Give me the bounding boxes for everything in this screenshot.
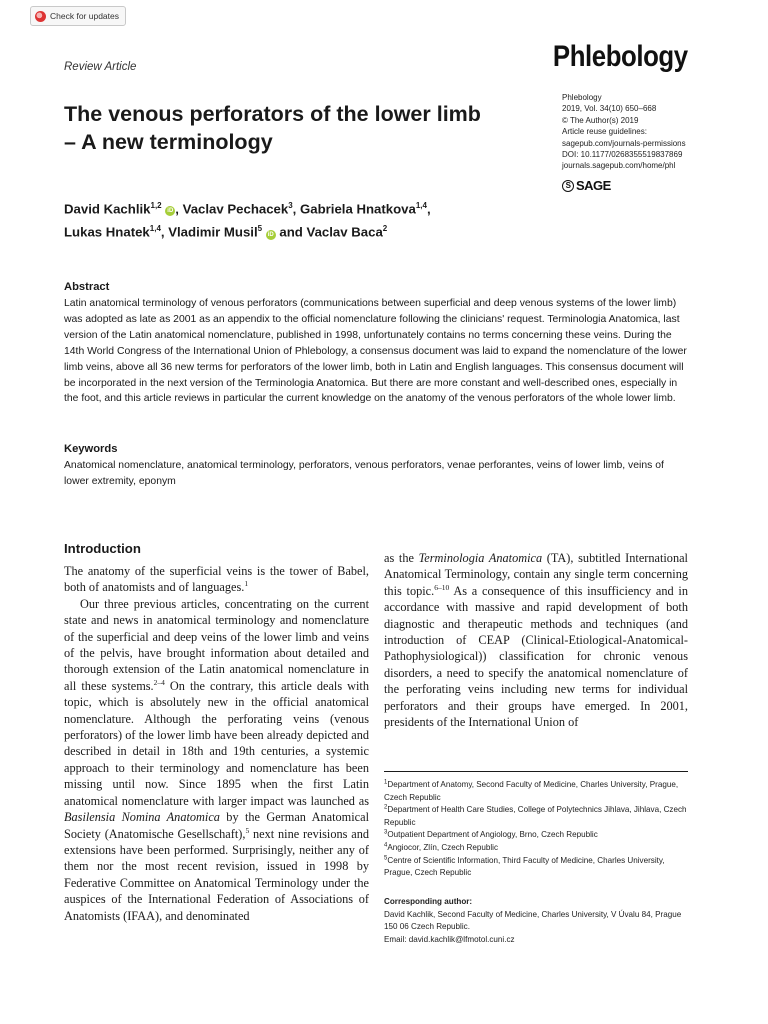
citation-ref[interactable]: 2–4 [153, 677, 165, 687]
footnote-text: Angiocor, Zlín, Czech Republic [387, 842, 499, 852]
italic-term: Basilensia Nomina Anatomica [64, 810, 220, 825]
footnote-divider [384, 771, 688, 772]
author-separator: , [426, 201, 431, 217]
affiliation-footnote [384, 829, 688, 842]
author-separator: and [275, 224, 307, 240]
orcid-icon[interactable]: iD [167, 208, 174, 215]
sage-s-icon: S [562, 180, 574, 192]
meta-doi[interactable]: DOI: 10.1177/0268355519837869 [562, 150, 683, 160]
author-name[interactable]: David Kachlik [64, 201, 151, 217]
italic-term: Terminologia Anatomica [418, 551, 543, 565]
corresponding-address: David Kachlik, Second Faculty of Medicine, Charles University, V Úvalu 84, Prague 150 06 Czech Republic. [384, 909, 682, 932]
footnote-text: Outpatient Department of Angiology, Brno, Czech Republic [387, 830, 598, 840]
meta-reuse: Article reuse guidelines: [562, 127, 647, 137]
author-name[interactable]: Vaclav Pechacek [182, 201, 289, 217]
author-list [64, 196, 584, 243]
footnote-number: 2 [384, 804, 388, 811]
orcid-icon[interactable]: iD [267, 231, 274, 238]
author-name[interactable]: Gabriela Hnatkova [300, 201, 416, 217]
footnote-text: Centre of Scientific Information, Third Faculty of Medicine, Charles University, Prague, Czech Republic [384, 855, 665, 878]
article-type: Review Article [64, 61, 137, 73]
author-affiliation-mark: 1,2 [150, 201, 162, 210]
author-affiliation-mark: 3 [288, 201, 293, 210]
article-meta [562, 92, 712, 172]
keywords-text: Anatomical nomenclature, anatomical terminology, perforators, venous perforators, venae perforantes, veins of lower limb, veins of lower extremity, eponym [64, 460, 664, 487]
citation-ref[interactable]: 6–10 [434, 582, 450, 592]
journal-logo: Phlebology [553, 40, 688, 73]
author-name[interactable]: Vaclav Baca [306, 224, 383, 240]
corresponding-heading: Corresponding author: [384, 897, 473, 906]
introduction-heading: Introduction [64, 541, 141, 556]
crossmark-icon [35, 11, 46, 22]
author-separator: , [160, 224, 169, 240]
author-separator: , [292, 201, 300, 217]
affiliation-footnote [384, 804, 688, 829]
footnote-number: 3 [384, 829, 388, 836]
footnote-text: Department of Anatomy, Second Faculty of Medicine, Charles University, Prague, Czech Republic [384, 780, 679, 802]
corresponding-author [384, 896, 688, 946]
footnote-text: Department of Health Care Studies, College of Polytechnics Jihlava, Jihlava, Czech Republic [384, 805, 687, 827]
sage-logo [562, 178, 611, 193]
abstract-heading: Abstract [64, 281, 110, 293]
intro-paragraph-continued: as the Terminologia Anatomica (TA), subtitled International Anatomical Terminology, contain any single term concerning this topic.$^{6-10}$ As a consequence of this insufficiency and in accordance with massive and rapid development of both diagnostic and therapeutic methods and techniques (and introduction of CEAP (Clinical-Etiological-Anatomical-Pathophysiological)) classification for chronic venous disorders, a need to specify the anatomical nomenclature of the perforating veins including new terms for individual perforators and their groups have emerged. In 2001, presidents of the International Union of [384, 551, 688, 730]
author-name[interactable]: Vladimir Musil [168, 224, 258, 240]
affiliation-footnote [384, 855, 688, 880]
author-affiliation-mark: 1,4 [149, 224, 161, 234]
footnote-number: 5 [384, 854, 388, 861]
author-affiliation-mark: 2 [382, 224, 388, 234]
check-for-updates-button[interactable] [30, 6, 126, 26]
article-title: The venous perforators of the lower limb – A new terminology [64, 102, 481, 154]
sage-logo-text: SAGE [576, 178, 611, 193]
footnote-number: 4 [384, 842, 388, 849]
meta-citation: 2019, Vol. 34(10) 650–668 [562, 104, 657, 114]
affiliation-footnote [384, 842, 688, 855]
keywords-heading: Keywords [64, 443, 118, 455]
meta-reuse-link[interactable]: sagepub.com/journals-permissions [562, 138, 686, 148]
corresponding-email[interactable]: Email: david.kachlik@lfmotol.cuni.cz [384, 934, 515, 944]
meta-journal: Phlebology [562, 93, 602, 102]
check-for-updates-label: Check for updates [50, 11, 119, 21]
body-column-left [64, 563, 369, 924]
intro-paragraph-1: The anatomy of the superficial veins is the tower of Babel, both of anatomists and of languages.$^1$ [64, 564, 369, 595]
abstract-text: Latin anatomical terminology of venous perforators (communications between superficial and deep venous systems of the lower limb) was adopted as late as 2001 as an appendix to the official nomenclature following the clinicians' request. Terminologia Anatomica, last version of the Latin anatomical nomenclature, published in 1998, unfortunately contains no terms concerning these veins. During the 14th World Congress of the International Union of Phlebology, a consensus document was laid to expand the nomenclature of the lower limb veins, above all 36 new terms for perforators of the lower limb, both in Latin and English languages. This consensus document will be incorporated in the next version of the Terminologia Anatomica. But there are more constant and well-described ones, especially in the foot, and this article reviews in particular the current knowledge on the anatomy of the venous perforators of the whole lower limb. [64, 298, 687, 405]
meta-copyright: © The Author(s) 2019 [562, 115, 639, 125]
author-name[interactable]: Lukas Hnatek [64, 224, 150, 240]
author-separator: , [175, 201, 183, 217]
meta-journal-link[interactable]: journals.sagepub.com/home/phl [562, 161, 676, 171]
author-affiliation-mark: 1,4 [415, 201, 427, 210]
affiliation-footnote [384, 779, 688, 804]
citation-ref[interactable]: 5 [245, 825, 250, 835]
body-column-right [384, 550, 688, 730]
footnote-number: 1 [384, 779, 388, 786]
intro-paragraph-2: Our three previous articles, concentrating on the current state and news in anatomical terminology and nomenclature of the superficial and deep veins of the lower limb and veins of the pelvis, have brought information about detailed and thorough extension of the Latin anatomical nomenclature in all these systems.$^{2-4}$ On the contrary, this article deals with topic, which is absolutely new in the official anatomical nomenclature. Although the perforating veins (venous perforators) of the lower limb have been already depicted and described in detail in 18th and 19th centuries, a systemic approach to their terminology and nomenclature has been missing until now. Since 1895 when the first Latin anatomical nomenclature with larger impact was launched as Basilensia Nomina Anatomica by the German Anatomical Society (Anatomische Gesellschaft),$^5$ next nine revisions and extensions have been performed. Surprisingly, neither any of them nor the most recent revision, issued in 1998 by Federative Committee on Anatomical Terminology under the auspices of the International Federation of Associations of Anatomists (IFAA), and denominated [64, 596, 369, 923]
citation-ref[interactable]: 1 [244, 579, 249, 589]
author-affiliation-mark: 5 [257, 224, 263, 234]
affiliations [384, 779, 688, 880]
